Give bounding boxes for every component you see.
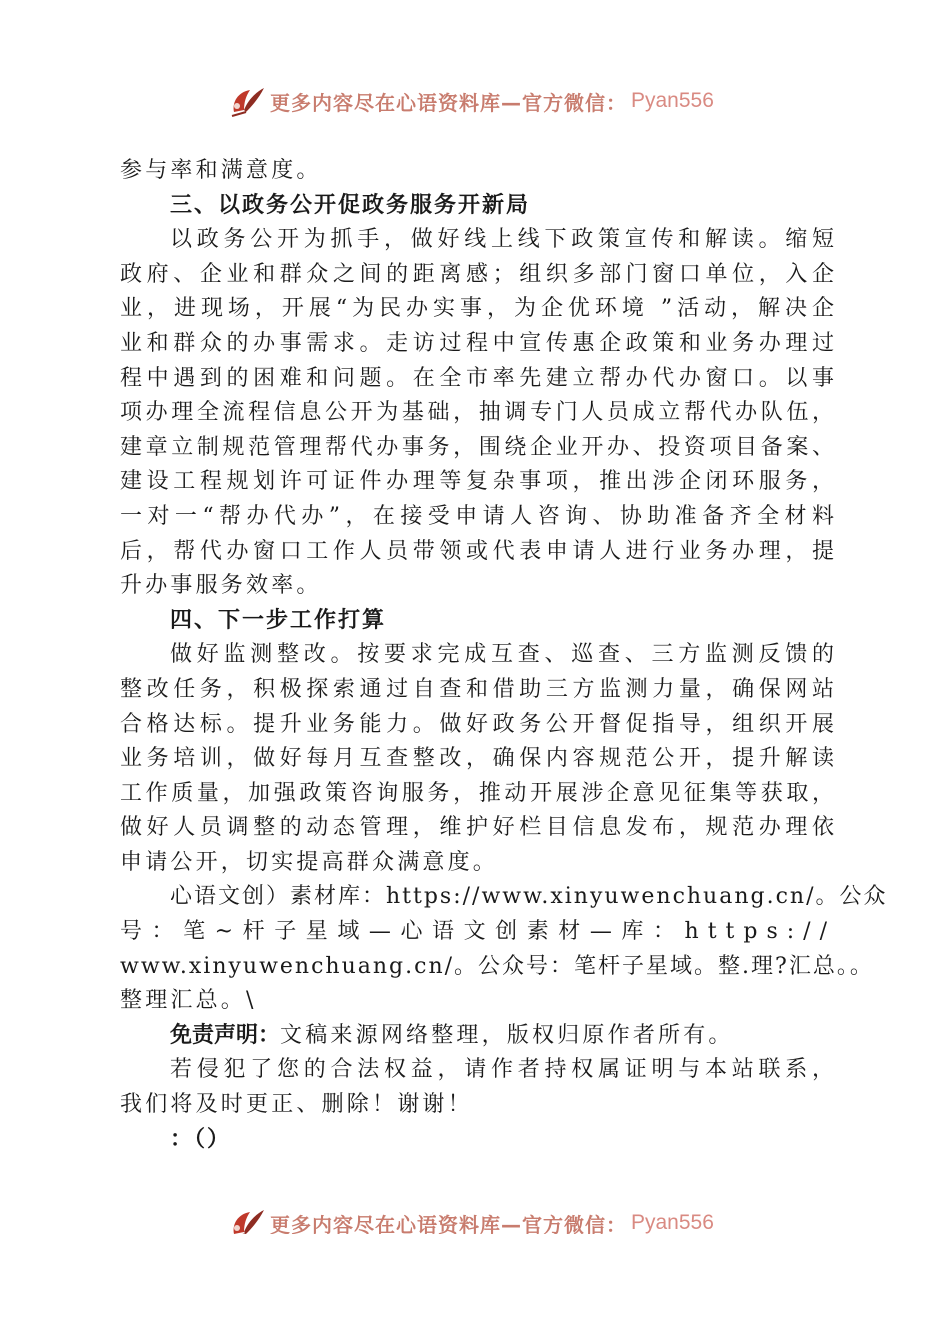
text-line: 业务培训，做好每月互查整改，确保内容规范公开，提升解读 (120, 746, 836, 772)
quill-logo-icon (228, 1204, 268, 1234)
text-line: 整理汇总。\ (120, 988, 257, 1014)
text-line: 若侵犯了您的合法权益，请作者持权属证明与本站联系， (170, 1057, 836, 1083)
text-line: 政府、企业和群众之间的距离感；组织多部门窗口单位，入企 (120, 261, 836, 287)
text-line: 以政务公开为抓手，做好线上线下政策宣传和解读。缩短 (170, 227, 836, 253)
text-line: 工作质量，加强政策咨询服务，推动开展涉企意见征集等获取， (120, 780, 836, 806)
text-line: www.xinyuwenchuang.cn/。公众号：笔杆子星域。整.理?汇总。。 (120, 953, 874, 979)
trailing-punctuation: ：（） (170, 1126, 232, 1152)
watermark-footer (0, 1200, 950, 1234)
watermark-text: 更多内容尽在心语资料库—官方微信： (270, 90, 627, 115)
text-line: 我们将及时更正、删除！谢谢！ (120, 1092, 473, 1118)
watermark-wechat-id: Pyan556 (631, 1211, 714, 1234)
text-line: 业，进现场，开展“为民办实事，为企优环境 ”活动，解决企 (120, 296, 836, 322)
text-line: 做好监测整改。按要求完成互查、巡查、三方监测反馈的 (170, 642, 836, 668)
text-line: 号：笔~杆子星域—心语文创素材—库：https:// (120, 919, 836, 945)
watermark-wechat-id: Pyan556 (631, 89, 714, 112)
quill-logo-icon (228, 82, 268, 120)
disclaimer-label: 免责声明： (170, 1022, 281, 1048)
text-line: 心语文创）素材库：https://www.xinyuwenchuang.cn/。公众 (170, 884, 888, 910)
text-line: 程中遇到的困难和问题。在全市率先建立帮办代办窗口。以事 (120, 365, 836, 391)
text-line: 升办事服务效率。 (120, 573, 322, 599)
text-line: 申请公开，切实提高群众满意度。 (120, 849, 499, 875)
text-line: 参与率和满意度。 (120, 158, 322, 183)
text-line: 项办理全流程信息公开为基础，抽调专门人员成立帮代办队伍， (120, 400, 836, 426)
text-line: 整改任务，积极探索通过自查和借助三方监测力量，确保网站 (120, 676, 836, 702)
text-line: 做好人员调整的动态管理，维护好栏目信息发布，规范办理依 (120, 815, 836, 841)
section-heading-4: 四、下一步工作打算 (170, 607, 387, 633)
disclaimer-line (120, 1019, 836, 1054)
section-heading-3: 三、以政务公开促政务服务开新局 (170, 192, 531, 218)
watermark-header (0, 82, 950, 122)
text-line: 一对一“帮办代办”，在接受申请人咨询、协助准备齐全材料 (120, 503, 836, 529)
text-line: 建章立制规范管理帮代办事务，围绕企业开办、投资项目备案、 (120, 434, 836, 460)
text-line: 业和群众的办事需求。走访过程中宣传惠企政策和业务办理过 (120, 330, 836, 356)
text-line: 后，帮代办窗口工作人员带领或代表申请人进行业务办理，提 (120, 538, 836, 564)
text-line: 合格达标。提升业务能力。做好政务公开督促指导，组织开展 (120, 711, 836, 737)
watermark-banner (228, 82, 714, 120)
document-body (120, 154, 888, 1157)
watermark-banner (228, 1204, 714, 1234)
watermark-text: 更多内容尽在心语资料库—官方微信： (270, 1212, 627, 1234)
disclaimer-text: 文稿来源网络整理，版权归原作者所有。 (280, 1022, 734, 1048)
text-line: 建设工程规划许可证件办理等复杂事项，推出涉企闭环服务， (120, 469, 836, 495)
